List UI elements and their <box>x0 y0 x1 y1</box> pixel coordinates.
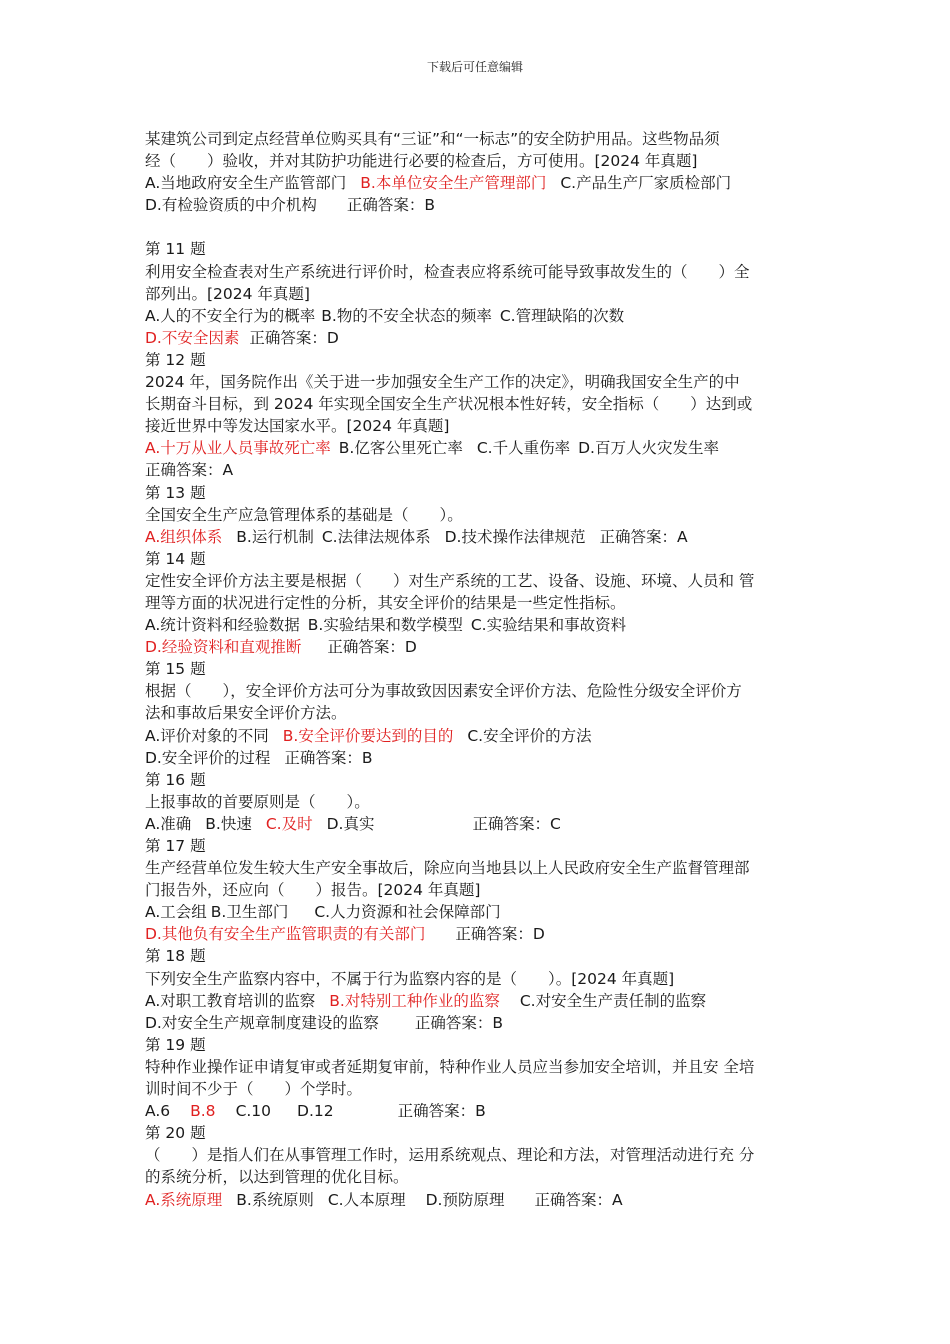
text-line <box>145 482 805 504</box>
text-segment: 第 19 题 <box>145 1035 206 1054</box>
text-line <box>145 305 805 327</box>
text-segment: B.运行机制 <box>236 527 314 546</box>
text-segment: 正确答案：B <box>346 196 436 215</box>
text-segment: 第 15 题 <box>145 660 206 679</box>
text-line <box>145 150 805 172</box>
text-line <box>145 1122 805 1144</box>
text-segment: 正确答案：B <box>414 1013 504 1032</box>
text-line <box>145 526 805 548</box>
text-segment: B.物的不安全状态的频率 <box>321 306 492 325</box>
text-line <box>145 1056 805 1078</box>
text-segment: D.技术操作法律规范 <box>444 527 586 546</box>
text-segment: B.卫生部门 <box>210 903 289 922</box>
text-line <box>145 415 805 437</box>
text-line <box>145 835 805 857</box>
text-segment: A.对职工教育培训的监察 <box>145 991 316 1010</box>
text-line <box>145 857 805 879</box>
text-line <box>145 172 805 194</box>
correct-option: A.系统原理 <box>145 1190 223 1209</box>
text-segment: 第 16 题 <box>145 770 206 789</box>
text-line <box>145 261 805 283</box>
text-line <box>145 813 805 835</box>
text-segment: 根据（ ），安全评价方法可分为事故致因因素安全评价方法、危险性分级安全评价方 <box>145 682 742 701</box>
text-segment: 上报事故的首要原则是（ ）。 <box>145 792 370 811</box>
text-segment: 正确答案：B <box>397 1102 486 1121</box>
text-line <box>145 194 805 216</box>
text-segment: C.管理缺陷的次数 <box>499 306 625 325</box>
text-segment: 的系统分析，以达到管理的优化目标。 <box>145 1168 409 1187</box>
text-segment: D.安全评价的过程 <box>145 748 271 767</box>
text-segment: A.准确 <box>145 814 192 833</box>
text-segment: 正确答案：A <box>534 1190 623 1209</box>
text-line <box>145 437 805 459</box>
text-line <box>145 747 805 769</box>
text-line <box>145 1034 805 1056</box>
text-segment: D.真实 <box>326 814 375 833</box>
text-segment: C.人本原理 <box>327 1190 406 1209</box>
text-segment: 正确答案：C <box>472 814 561 833</box>
text-segment: 正确答案：D <box>327 638 417 657</box>
text-segment: C.人力资源和社会保障部门 <box>314 903 501 922</box>
blank-line <box>145 216 805 238</box>
text-line <box>145 1012 805 1034</box>
text-line <box>145 238 805 260</box>
text-segment: 第 13 题 <box>145 483 206 502</box>
correct-option: D.不安全因素 <box>145 328 240 347</box>
correct-option: B.8 <box>190 1102 216 1121</box>
text-segment: 第 12 题 <box>145 350 206 369</box>
text-segment: 利用安全检查表对生产系统进行评价时，检查表应将系统可能导致事故发生的（ ）全 <box>145 262 750 281</box>
text-segment: D.对安全生产规章制度建设的监察 <box>145 1013 379 1032</box>
text-line <box>145 658 805 680</box>
text-line <box>145 1078 805 1100</box>
text-segment: B.系统原则 <box>236 1190 314 1209</box>
text-segment: C.实验结果和事故资料 <box>470 616 627 635</box>
text-segment: A.6 <box>145 1102 171 1121</box>
text-line <box>145 327 805 349</box>
text-segment: 第 14 题 <box>145 549 206 568</box>
text-segment: （ ）是指人们在从事管理工作时，运用系统观点、理论和方法，对管理活动进行充 分 <box>145 1146 755 1165</box>
text-segment: D.12 <box>297 1102 334 1121</box>
correct-option: B.本单位安全生产管理部门 <box>360 174 547 193</box>
text-segment: 生产经营单位发生较大生产安全事故后，除应向当地县以上人民政府安全生产监督管理部 <box>145 859 750 878</box>
text-segment: A.当地政府安全生产监管部门 <box>145 174 347 193</box>
text-segment: 全国安全生产应急管理体系的基础是（ ）。 <box>145 505 463 524</box>
text-line <box>145 968 805 990</box>
text-segment: 下列安全生产监察内容中，不属于行为监察内容的是（ ）。[2024 年真题] <box>145 969 675 988</box>
text-line <box>145 1100 805 1122</box>
text-segment: 正确答案：D <box>249 328 339 347</box>
text-segment: B.亿客公里死亡率 <box>338 439 463 458</box>
text-segment: A.人的不安全行为的概率 <box>145 306 316 325</box>
text-line <box>145 128 805 150</box>
text-line <box>145 725 805 747</box>
text-segment: 理等方面的状况进行定性的分析，其安全评价的结果是一些定性指标。 <box>145 593 626 612</box>
text-line <box>145 879 805 901</box>
text-line <box>145 1166 805 1188</box>
text-segment: 某建筑公司到定点经营单位购买具有“三证”和“一标志”的安全防护用品。这些物品须 <box>145 130 720 148</box>
text-segment: A.统计资料和经验数据 <box>145 616 300 635</box>
text-line <box>145 680 805 702</box>
text-segment: 法和事故后果安全评价方法。 <box>145 704 347 723</box>
text-line <box>145 901 805 923</box>
text-segment: A.评价对象的不同 <box>145 726 269 745</box>
text-segment: B.快速 <box>205 814 252 833</box>
text-segment: C.产品生产厂家质检部门 <box>560 174 732 193</box>
text-line <box>145 393 805 415</box>
text-segment: 部列出。[2024 年真题] <box>145 284 310 303</box>
text-line <box>145 1189 805 1211</box>
text-line <box>145 1144 805 1166</box>
text-segment: 门报告外，还应向（ ）报告。[2024 年真题] <box>145 881 481 900</box>
question-list <box>145 128 805 1211</box>
text-line <box>145 923 805 945</box>
text-segment: 正确答案：D <box>455 925 545 944</box>
text-segment: 2024 年，国务院作出《关于进一步加强安全生产工作的决定》，明确我国安全生产的中 <box>145 373 740 392</box>
text-segment: D.百万人火灾发生率 <box>578 439 719 458</box>
text-line <box>145 769 805 791</box>
page-header: 下载后可任意编辑 <box>426 60 523 74</box>
text-line <box>145 504 805 526</box>
text-line <box>145 283 805 305</box>
text-segment: D.预防原理 <box>425 1190 505 1209</box>
text-line <box>145 614 805 636</box>
text-segment: C.10 <box>235 1102 272 1121</box>
text-line <box>145 371 805 393</box>
correct-option: A.组织体系 <box>145 527 223 546</box>
text-line <box>145 349 805 371</box>
text-segment: 第 18 题 <box>145 947 206 966</box>
text-segment: 接近世界中等发达国家水平。[2024 年真题] <box>145 417 450 436</box>
text-segment: C.法律法规体系 <box>321 527 431 546</box>
text-segment: B.实验结果和数学模型 <box>307 616 463 635</box>
text-segment: C.对安全生产责任制的监察 <box>519 991 707 1010</box>
text-segment: 正确答案：A <box>145 461 234 480</box>
text-segment: 经（ ）验收，并对其防护功能进行必要的检查后，方可使用。[2024 年真题] <box>145 152 698 171</box>
text-line <box>145 548 805 570</box>
text-segment: 特种作业操作证申请复审或者延期复审前，特种作业人员应当参加安全培训，并且安 全培 <box>145 1057 755 1076</box>
text-line <box>145 990 805 1012</box>
text-line <box>145 702 805 724</box>
text-segment: 第 11 题 <box>145 240 206 259</box>
text-segment: D.有检验资质的中介机构 <box>145 196 317 215</box>
text-line <box>145 459 805 481</box>
text-line <box>145 791 805 813</box>
text-segment: C.千人重伤率 <box>476 439 571 458</box>
text-segment: 长期奋斗目标，到 2024 年实现全国安全生产状况根本性好转，安全指标（ ）达到或 <box>145 395 753 414</box>
correct-option: C.及时 <box>265 814 313 833</box>
text-line <box>145 592 805 614</box>
text-segment: 定性安全评价方法主要是根据（ ）对生产系统的工艺、设备、设施、环境、人员和 管 <box>145 571 755 590</box>
correct-option: A.十万从业人员事故死亡率 <box>145 439 331 458</box>
text-segment: 正确答案：A <box>599 527 688 546</box>
correct-option: B.安全评价要达到的目的 <box>282 726 454 745</box>
text-segment: 第 20 题 <box>145 1124 206 1143</box>
correct-option: B.对特别工种作业的监察 <box>329 991 500 1010</box>
text-line <box>145 636 805 658</box>
correct-option: D.经验资料和直观推断 <box>145 638 302 657</box>
correct-option: D.其他负有安全生产监管职责的有关部门 <box>145 925 426 944</box>
text-line <box>145 945 805 967</box>
text-segment: C.安全评价的方法 <box>467 726 592 745</box>
text-segment: A.工会组 <box>145 903 207 922</box>
text-segment: 训时间不少于（ ）个学时。 <box>145 1080 363 1099</box>
text-line <box>145 570 805 592</box>
text-segment: 第 17 题 <box>145 837 206 855</box>
text-segment: 正确答案：B <box>284 748 373 767</box>
